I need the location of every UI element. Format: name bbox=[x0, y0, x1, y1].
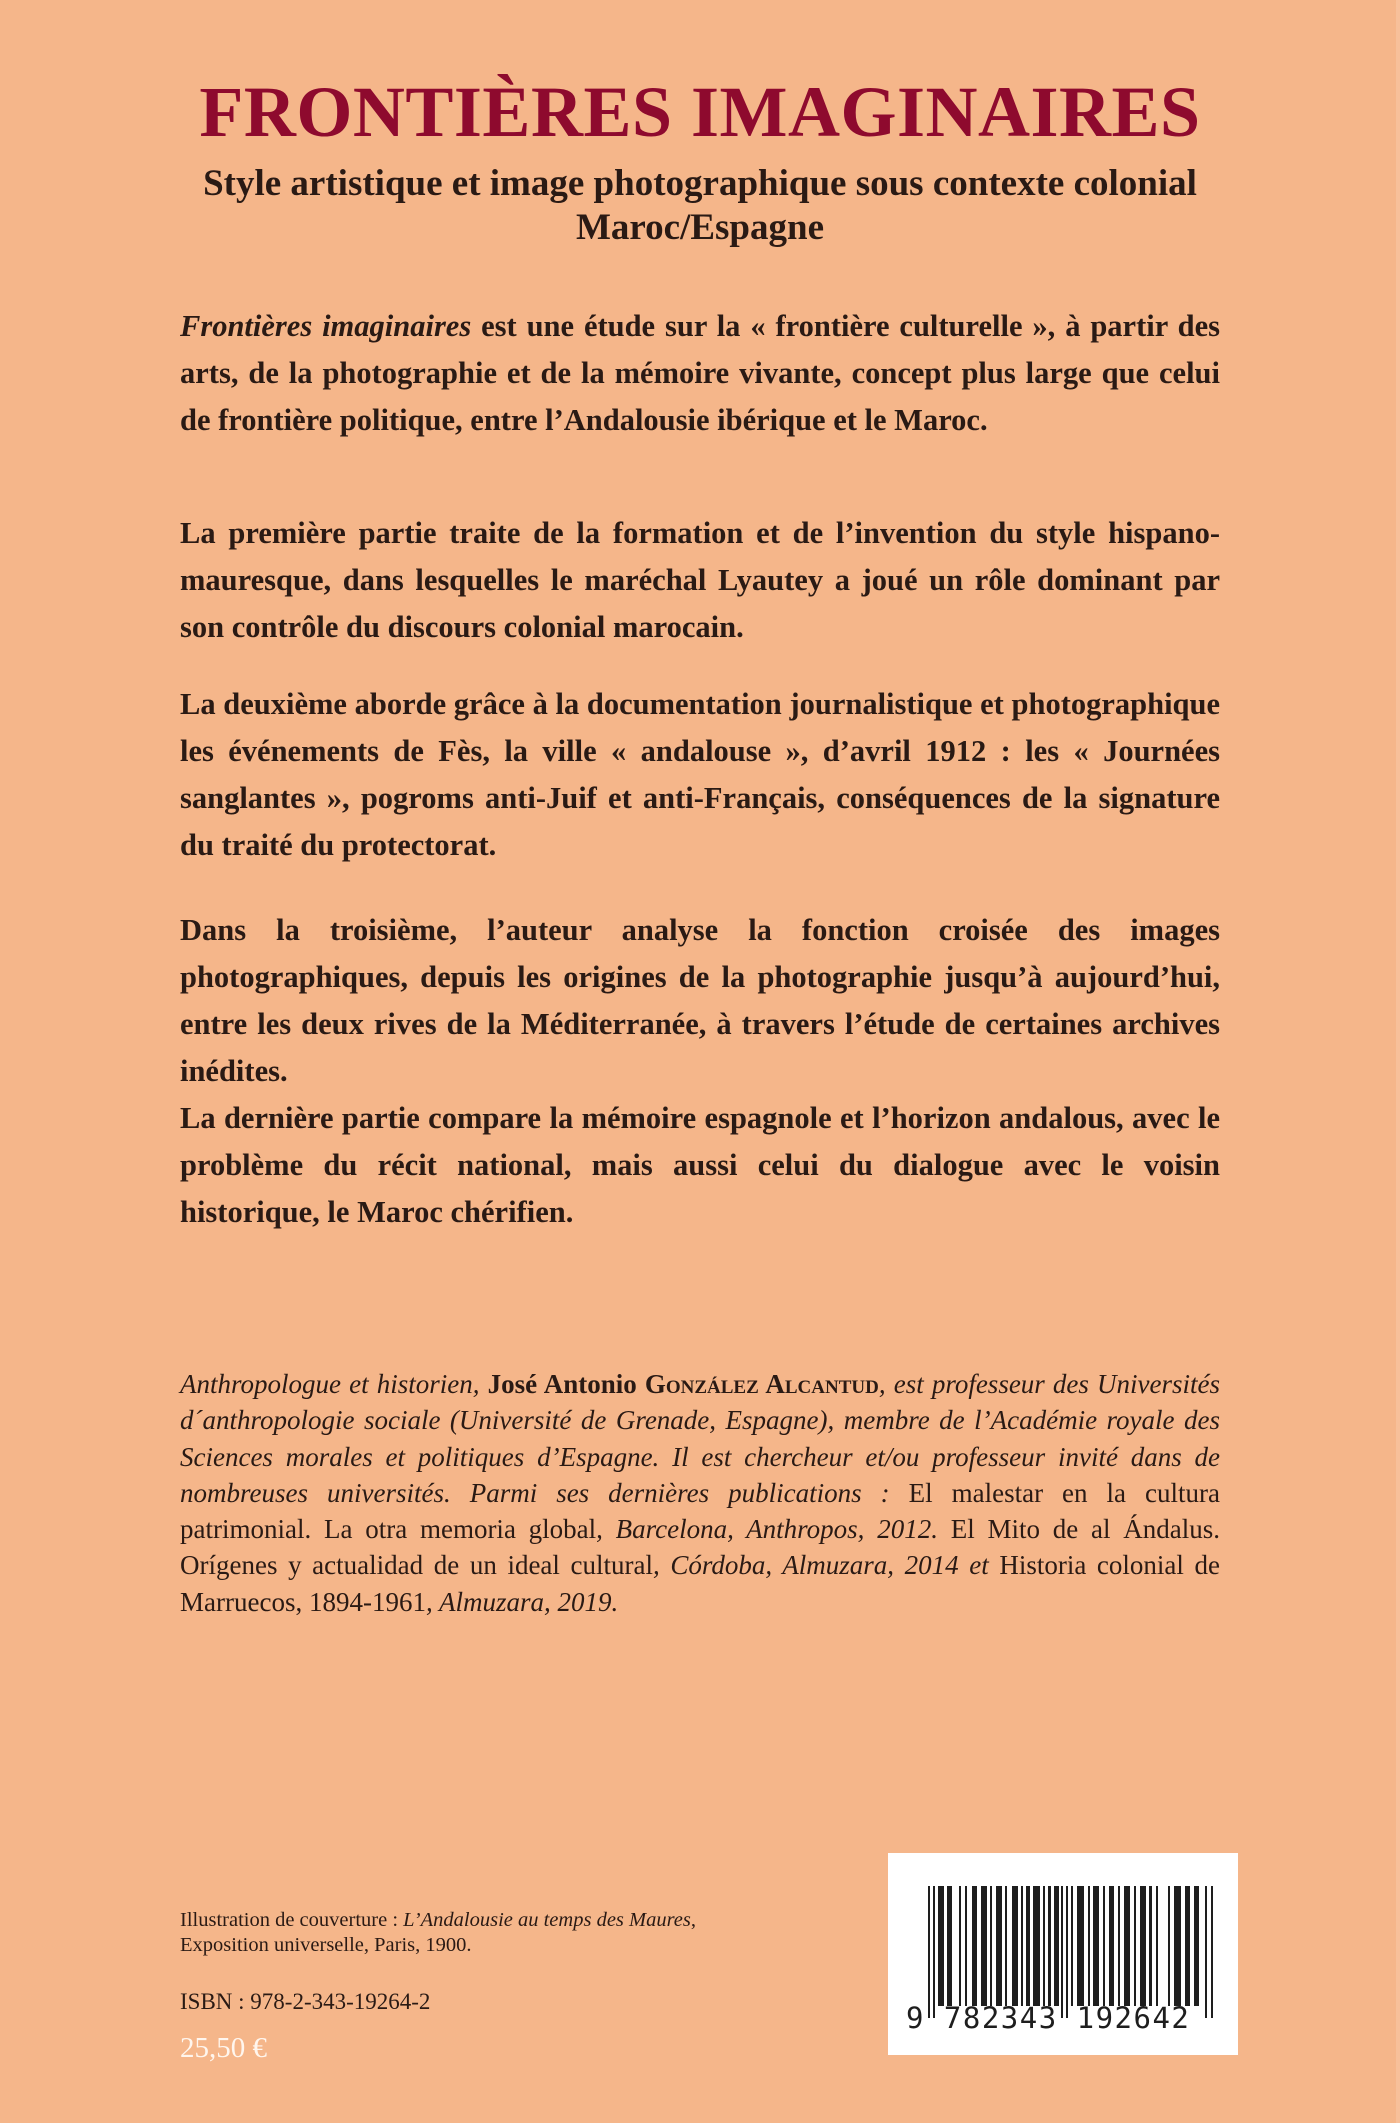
publication-1-info: , Barcelona, Anthropos, 2012. bbox=[596, 1514, 951, 1545]
blurb-paragraph-5: La dernière partie compare la mémoire espagnole et l’horizon andalous, avec le problème du récit national, mais aussi celui du dialogue avec le voisin historique, le Maroc chérifien. bbox=[180, 1101, 1220, 1229]
blurb-paragraph-2: La première partie traite de la formation et de l’invention du style hispano-mauresque, dans lesquelles le maréchal Lyautey a joué un rôle dominant par son contrôle du discours colonial marocain. bbox=[180, 516, 1220, 644]
publication-3-title: Historia colonial de Marruecos, 1894-1961 bbox=[180, 1550, 1220, 1617]
barcode-icon bbox=[928, 1886, 1222, 2018]
bio-text: , est professeur des Universités d´anthropologie sociale (Université de Grenade, Espagne), membre de l’Académie royale des Sciences morales et politiques d’Espagne. Il est chercheur et/ou professeur invité dans de nombreuses universités. Parmi ses dernières publications : bbox=[180, 1369, 1221, 1508]
author-last-name: González Alcantud bbox=[644, 1369, 879, 1399]
blurb-paragraph-3: La deuxième aborde grâce à la documentation journalistique et photographique les événements de Fès, la ville « andalouse », d’avril 1912 : les « Journées sanglantes », pogroms anti-Juif et anti-Français, conséquences de la signature du traité du protectorat. bbox=[180, 687, 1220, 862]
subtitle-line-2: Maroc/Espagne bbox=[575, 207, 825, 248]
publication-2-info: , Córdoba, Almuzara, 2014 et bbox=[653, 1550, 1000, 1581]
credit-label: Illustration de couverture : bbox=[180, 1909, 404, 1931]
publication-2-title: El Mito de al Ándalus. Orígenes y actualidad de un ideal cultural bbox=[180, 1514, 1220, 1581]
publication-1-title: El malestar en la cultura patrimonial. La otra memoria global bbox=[180, 1477, 1220, 1545]
book-title: FRONTIÈRES IMAGINAIRES bbox=[199, 72, 1201, 152]
barcode-box bbox=[888, 1853, 1238, 2055]
blurb-book-title-italic: Frontières imaginaires bbox=[180, 309, 472, 343]
price: 25,50 € bbox=[180, 2032, 267, 2064]
bio-intro: Anthropologue et historien, bbox=[180, 1369, 488, 1399]
cover-illustration-credit bbox=[180, 1908, 720, 1958]
isbn: ISBN : 978-2-343-19264-2 bbox=[180, 1989, 431, 2014]
spine-edge-strip bbox=[1396, 0, 1400, 2123]
author-bio bbox=[180, 1366, 1220, 1620]
blurb-paragraph-4: Dans la troisième, l’auteur analyse la fonction croisée des images photographiques, depuis les origines de la photographie jusqu’à aujourd’hui, entre les deux rives de la Méditerranée, à travers l’étude de certaines archives inédites. bbox=[180, 913, 1220, 1088]
author-first-name: José Antonio bbox=[487, 1369, 645, 1399]
blurb-paragraph-1-text: est une étude sur la « frontière culturelle », à partir des arts, de la photographie et de la mémoire vivante, concept plus large que celui de frontière politique, entre l’Andalousie ibérique et le Maroc. bbox=[180, 309, 1220, 437]
blurb-paragraph-1 bbox=[180, 303, 1220, 444]
credit-title: L’Andalousie au temps des Maures bbox=[403, 1909, 691, 1931]
subtitle-line-1: Style artistique et image photographique sous contexte colonial bbox=[203, 163, 1197, 204]
barcode-digits: 9 782343 192642 bbox=[906, 2001, 1191, 2035]
credit-details: , Exposition universelle, Paris, 1900. bbox=[180, 1909, 697, 1956]
book-subtitle bbox=[0, 162, 1400, 250]
publication-3-info: , Almuzara, 2019. bbox=[425, 1586, 619, 1617]
